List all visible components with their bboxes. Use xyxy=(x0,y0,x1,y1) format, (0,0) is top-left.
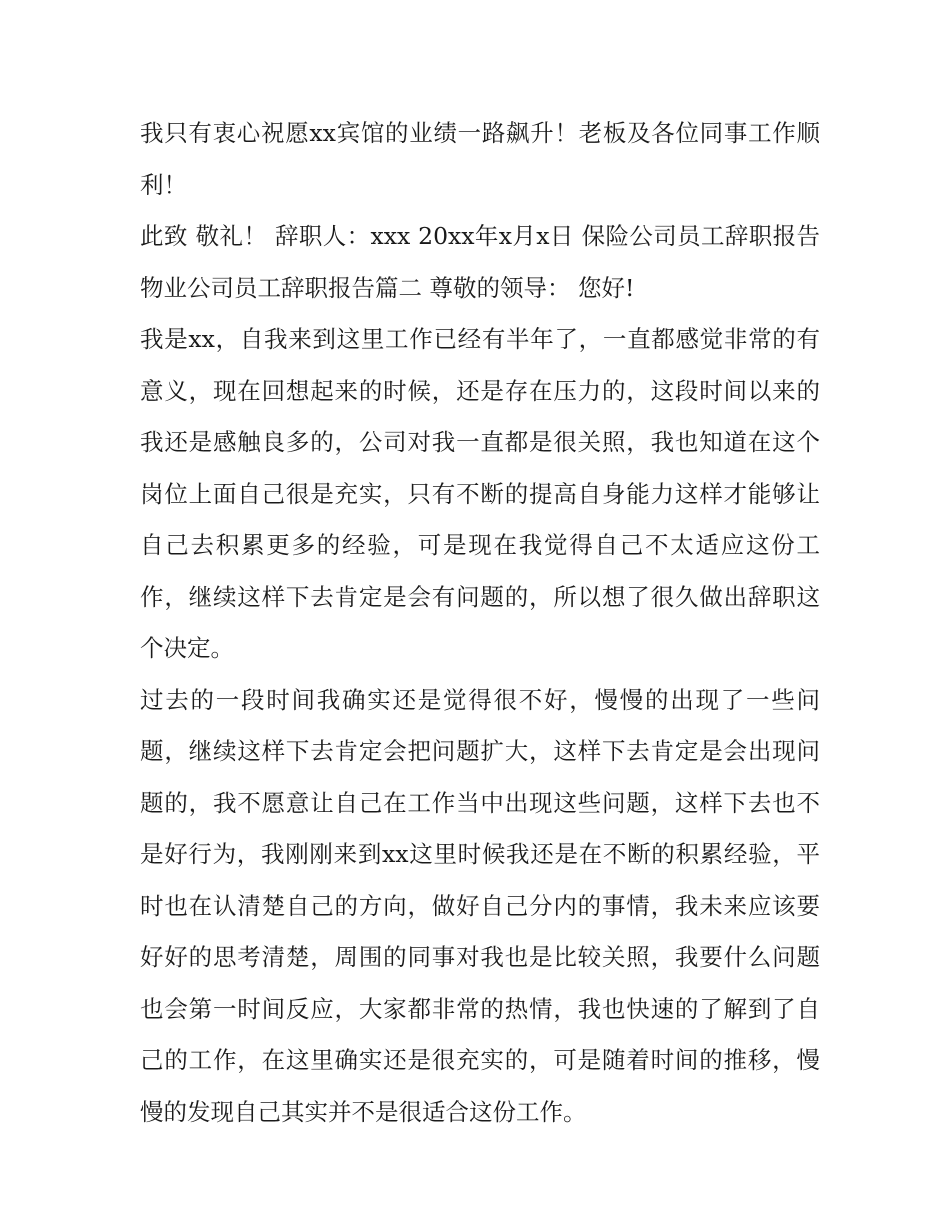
paragraph-salutation-and-heading: 此致 敬礼！ 辞职人：xxx 20xx年x月x日 保险公司员工辞职报告 物业公司员工辞职报告篇二 尊敬的领导： 您好! xyxy=(140,222,820,302)
paragraph-introduction: 我是xx，自我来到这里工作已经有半年了，一直都感觉非常的有意义，现在回想起来的时候，还是存在压力的，这段时间以来的我还是感触良多的，公司对我一直都是很关照，我也知道在这个岗位上面自己很是充实，只有不断的提高自身能力这样才能够让自己去积累更多的经验，可是现在我觉得自己不太适应这份工作，继续这样下去肯定是会有问题的，所以想了很久做出辞职这个决定。 xyxy=(140,325,820,662)
paragraph-reflection: 过去的一段时间我确实还是觉得很不好，慢慢的出现了一些问题，继续这样下去肯定会把问题扩大，这样下去肯定是会出现问题的，我不愿意让自己在工作当中出现这些问题，这样下去也不是好行为，我刚刚来到xx这里时候我还是在不断的积累经验，平时也在认清楚自己的方向，做好自己分内的事情，我未来应该要好好的思考清楚，周围的同事对我也是比较关照，我要什么问题也会第一时间反应，大家都非常的热情，我也快速的了解到了自己的工作，在这里确实还是很充实的，可是随着时间的推移，慢慢的发现自己其实并不是很适合这份工作。 xyxy=(140,685,820,1126)
paragraph-closing-wishes: 我只有衷心祝愿xx宾馆的业绩一路飙升！老板及各位同事工作顺利！ xyxy=(140,119,820,199)
document-body xyxy=(140,108,820,1138)
